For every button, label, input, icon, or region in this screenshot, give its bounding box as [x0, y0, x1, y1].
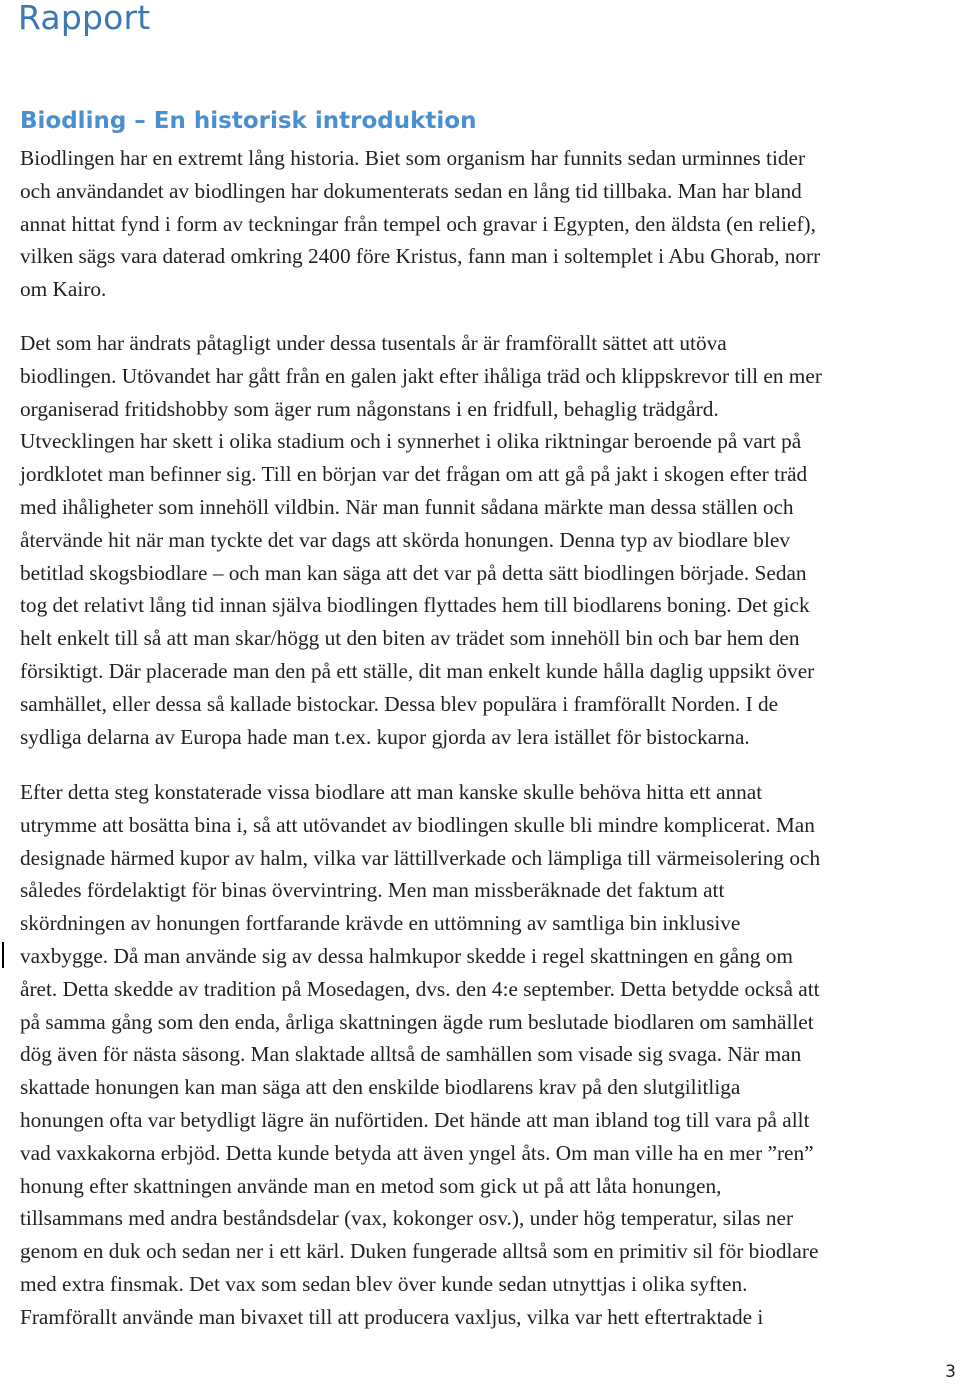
text-line: Efter detta steg konstaterade vissa biodlare att man kanske skulle behöva hitta ett annat [20, 780, 763, 804]
paragraph-straw-hives [20, 776, 960, 1334]
text-line: och användandet av biodlingen har dokumenterats sedan en lång tid tillbaka. Man har bland [20, 178, 802, 203]
text-line: återvände hit när man tyckte det var dags att skörda honungen. Denna typ av biodlare blev [20, 527, 790, 552]
text-line: vad vaxkakorna erbjöd. Detta kunde betyda att även yngel åts. Om man ville ha en mer ”ren” [20, 1140, 814, 1165]
text-line: vilken sägs vara daterad omkring 2400 före Kristus, fann man i soltemplet i Abu Ghorab, norr [20, 244, 821, 269]
text-line: med extra finsmak. Det vax som sedan blev över kunde sedan utnyttjas i olika syften. [20, 1271, 748, 1296]
paragraph-development [20, 327, 960, 753]
text-line: betitlad skogsbiodlare – och man kan säga att det var på detta sätt biodlingen började. Sedan [20, 560, 807, 585]
text-line: vaxbygge. Då man använde sig av dessa halmkupor skedde i regel skattningen en gång om [20, 943, 793, 968]
text-line: om Kairo. [20, 277, 107, 302]
text-line: sydliga delarna av Europa hade man t.ex. kupor gjorda av lera istället för bistockarna. [20, 724, 750, 749]
text-line: på samma gång som den enda, årliga skattningen ägde rum beslutade biodlaren om samhället [20, 1009, 814, 1034]
text-line: genom en duk och sedan ner i ett kärl. Duken fungerade alltså som en primitiv sil för biodlare [20, 1239, 819, 1264]
text-line: helt enkelt till så att man skar/högg ut den biten av trädet som innehöll bin och bar hem den [20, 626, 800, 651]
revision-bar [2, 942, 4, 968]
text-line: skördningen av honungen fortfarande krävde en uttömning av samtliga bin inklusive [20, 911, 741, 936]
text-line: biodlingen. Utövandet har gått från en galen jakt efter ihåliga träd och klippskrevor till en mer [20, 363, 822, 388]
text-line: året. Detta skedde av tradition på Mosedagen, dvs. den 4:e september. Detta betydde också att [20, 976, 820, 1001]
text-line: dög även för nästa säsong. Man slaktade alltså de samhällen som visade sig svaga. När man [20, 1042, 802, 1067]
text-line: Framförallt använde man bivaxet till att producera vaxljus, vilka var hett eftertraktade i [20, 1304, 764, 1329]
text-line: honung efter skattningen använde man en metod som gick ut på att låta honungen, [20, 1173, 722, 1198]
text-line: honungen ofta var betydligt lägre än nuförtiden. Det hände att man ibland tog till vara på allt [20, 1107, 810, 1132]
text-line: tog det relativt lång tid innan själva biodlingen flyttades hem till biodlarens boning. Det gick [20, 593, 810, 618]
text-line: designade härmed kupor av halm, vilka var lättillverkade och lämpliga till värmeisolering och [20, 845, 821, 870]
text-line: annat hittat fynd i form av teckningar från tempel och gravar i Egypten, den äldsta (en relief), [20, 211, 816, 236]
text-line: jordklotet man befinner sig. Till en början var det frågan om att gå på jakt i skogen efter träd [20, 462, 808, 487]
text-line: Det som har ändrats påtagligt under dessa tusentals år är framförallt sättet att utöva [20, 331, 727, 355]
text-line: således fördelaktigt för binas övervintring. Men man missberäknade det faktum att [20, 878, 725, 903]
text-line: Utvecklingen har skett i olika stadium och i synnerhet i olika riktningar beroende på vart på [20, 429, 802, 454]
text-line: samhället, eller dessa så kallade bistockar. Dessa blev populära i framförallt Norden. I de [20, 691, 779, 716]
text-line: utrymme att bosätta bina i, så att utövandet av biodlingen skulle bli mindre komplicerat. Man [20, 812, 815, 837]
text-line: skattade honungen kan man säga att den enskilde biodlarens krav på den slutgilitliga [20, 1075, 741, 1100]
text-line: Biodlingen har en extremt lång historia. Biet som organism har funnits sedan urminnes tider [20, 146, 806, 170]
text-line: med ihåligheter som innehöll vildbin. När man funnit sådana märkte man dessa ställen och [20, 494, 794, 519]
page-number: 3 [945, 1362, 956, 1382]
text-line: organiserad fritidshobby som äger rum någonstans i en fridfull, behaglig trädgård. [20, 396, 719, 421]
text-line: tillsammans med andra beståndsdelar (vax, kokonger osv.), under hög temperatur, silas ner [20, 1206, 794, 1231]
page-title: Rapport [18, 0, 151, 37]
paragraph-intro [20, 142, 960, 306]
text-line: försiktigt. Där placerade man den på ett ställe, dit man enkelt kunde hålla daglig uppsikt över [20, 658, 815, 683]
section-heading: Biodling – En historisk introduktion [20, 108, 477, 134]
